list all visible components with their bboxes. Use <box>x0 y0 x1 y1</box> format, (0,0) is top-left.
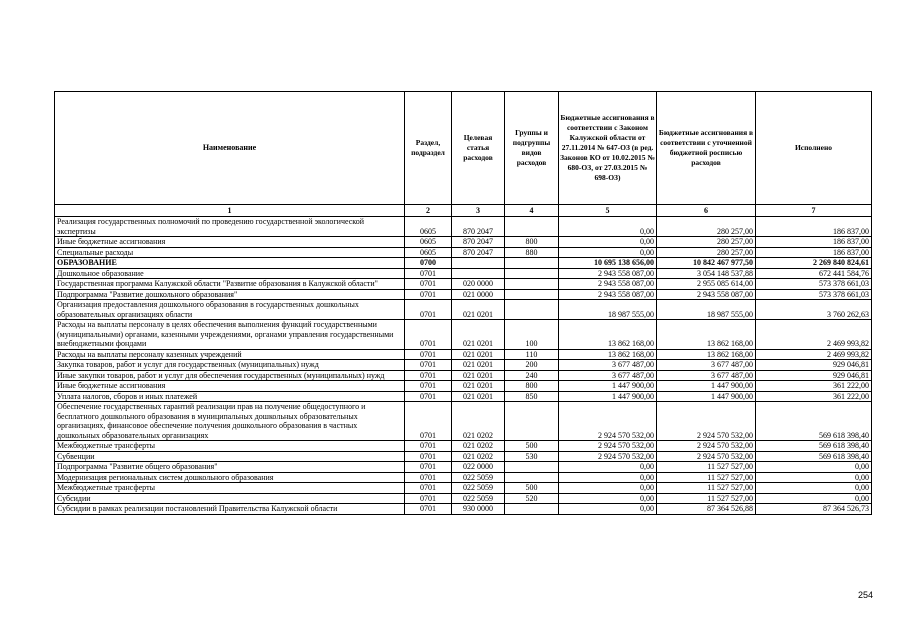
table-row <box>55 451 872 462</box>
cell-target: 870 2047 <box>452 217 505 237</box>
table-row <box>55 320 872 350</box>
cell-law: 3 677 487,00 <box>559 370 657 381</box>
cell-executed: 573 378 661,03 <box>756 289 872 300</box>
cell-name: Закупка товаров, работ и услуг для государственных (муниципальных) нужд <box>55 360 405 371</box>
cell-name: Иные бюджетные ассигнования <box>55 381 405 392</box>
table-row <box>55 462 872 473</box>
cell-law: 10 695 138 656,00 <box>559 258 657 269</box>
table-row <box>55 391 872 402</box>
cell-name: Специальные расходы <box>55 247 405 258</box>
header-executed: Исполнено <box>756 92 872 205</box>
cell-law: 2 943 558 087,00 <box>559 268 657 279</box>
budget-table <box>54 91 872 515</box>
header-name: Наименование <box>55 92 405 205</box>
cell-section: 0701 <box>405 391 452 402</box>
cell-group: 520 <box>505 493 559 504</box>
cell-executed: 186 837,00 <box>756 217 872 237</box>
cell-target: 021 0201 <box>452 320 505 350</box>
cell-target <box>452 258 505 269</box>
cell-target: 021 0202 <box>452 402 505 441</box>
cell-executed: 0,00 <box>756 483 872 494</box>
table-row <box>55 268 872 279</box>
cell-target: 021 0201 <box>452 391 505 402</box>
cell-target <box>452 268 505 279</box>
cell-law: 13 862 168,00 <box>559 349 657 360</box>
cell-group <box>505 402 559 441</box>
header-revised: Бюджетные ассигнования в соответствии с уточненной бюджетной росписью расходов <box>657 92 756 205</box>
table-row <box>55 402 872 441</box>
table-row <box>55 217 872 237</box>
cell-section: 0701 <box>405 349 452 360</box>
cell-target: 020 0000 <box>452 279 505 290</box>
cell-executed: 361 222,00 <box>756 391 872 402</box>
cell-law: 13 862 168,00 <box>559 320 657 350</box>
cell-revised: 87 364 526,88 <box>657 504 756 515</box>
cell-group: 880 <box>505 247 559 258</box>
cell-law: 0,00 <box>559 247 657 258</box>
cell-target: 022 5059 <box>452 483 505 494</box>
cell-section: 0701 <box>405 370 452 381</box>
cell-revised: 18 987 555,00 <box>657 300 756 320</box>
cell-name: Расходы на выплаты персоналу в целях обеспечения выполнения функций государственными (муниципальными) органами, казенными учреждениями, органами управления государственными внебюджетными фондами <box>55 320 405 350</box>
column-number: 4 <box>505 205 559 217</box>
cell-revised: 11 527 527,00 <box>657 472 756 483</box>
cell-name: Иные закупки товаров, работ и услуг для обеспечения государственных (муниципальных) нужд <box>55 370 405 381</box>
header-target: Целевая статья расходов <box>452 92 505 205</box>
header-law: Бюджетные ассигнования в соответствии с Законом Калужской области от 27.11.2014 № 647-ОЗ (в ред. Законов КО от 10.02.2015 № 680-ОЗ, от 27.03.2015 № 698-ОЗ) <box>559 92 657 205</box>
cell-section: 0701 <box>405 360 452 371</box>
cell-law: 0,00 <box>559 493 657 504</box>
table-row <box>55 370 872 381</box>
table-row <box>55 504 872 515</box>
cell-revised: 2 924 570 532,00 <box>657 441 756 452</box>
table-row <box>55 289 872 300</box>
cell-revised: 1 447 900,00 <box>657 381 756 392</box>
cell-section: 0701 <box>405 493 452 504</box>
cell-law: 18 987 555,00 <box>559 300 657 320</box>
cell-section: 0701 <box>405 441 452 452</box>
cell-target: 022 5059 <box>452 493 505 504</box>
cell-law: 0,00 <box>559 237 657 248</box>
table-row <box>55 381 872 392</box>
cell-target: 021 0201 <box>452 381 505 392</box>
cell-target: 021 0202 <box>452 441 505 452</box>
column-number: 6 <box>657 205 756 217</box>
cell-law: 1 447 900,00 <box>559 391 657 402</box>
cell-section: 0701 <box>405 320 452 350</box>
cell-revised: 11 527 527,00 <box>657 462 756 473</box>
table-row <box>55 349 872 360</box>
cell-executed: 569 618 398,40 <box>756 441 872 452</box>
cell-name: Дошкольное образование <box>55 268 405 279</box>
cell-name: Межбюджетные трансферты <box>55 441 405 452</box>
cell-group: 800 <box>505 237 559 248</box>
cell-section: 0701 <box>405 279 452 290</box>
cell-executed: 186 837,00 <box>756 247 872 258</box>
cell-group <box>505 217 559 237</box>
cell-section: 0701 <box>405 483 452 494</box>
table-row <box>55 493 872 504</box>
cell-executed: 361 222,00 <box>756 381 872 392</box>
cell-executed: 0,00 <box>756 472 872 483</box>
cell-executed: 3 760 262,63 <box>756 300 872 320</box>
cell-revised: 1 447 900,00 <box>657 391 756 402</box>
cell-group: 240 <box>505 370 559 381</box>
cell-revised: 2 955 085 614,00 <box>657 279 756 290</box>
cell-name: Модернизация региональных систем дошкольного образования <box>55 472 405 483</box>
cell-executed: 569 618 398,40 <box>756 402 872 441</box>
cell-section: 0701 <box>405 381 452 392</box>
cell-group <box>505 279 559 290</box>
cell-law: 2 943 558 087,00 <box>559 289 657 300</box>
cell-group: 500 <box>505 441 559 452</box>
column-number: 1 <box>55 205 405 217</box>
cell-section: 0605 <box>405 237 452 248</box>
cell-section: 0701 <box>405 451 452 462</box>
cell-group: 110 <box>505 349 559 360</box>
cell-name: Подпрограмма "Развитие дошкольного образования" <box>55 289 405 300</box>
column-number: 2 <box>405 205 452 217</box>
cell-law: 0,00 <box>559 472 657 483</box>
cell-target: 870 2047 <box>452 237 505 248</box>
cell-name: Государственная программа Калужской области "Развитие образования в Калужской области" <box>55 279 405 290</box>
cell-law: 0,00 <box>559 462 657 473</box>
cell-revised: 280 257,00 <box>657 247 756 258</box>
column-number: 3 <box>452 205 505 217</box>
cell-section: 0701 <box>405 462 452 473</box>
table-row <box>55 247 872 258</box>
cell-group: 200 <box>505 360 559 371</box>
cell-revised: 13 862 168,00 <box>657 320 756 350</box>
cell-section: 0700 <box>405 258 452 269</box>
column-number-row <box>55 205 872 217</box>
cell-name: Субвенции <box>55 451 405 462</box>
cell-name: Уплата налогов, сборов и иных платежей <box>55 391 405 402</box>
cell-name: Подпрограмма "Развитие общего образования" <box>55 462 405 473</box>
cell-law: 1 447 900,00 <box>559 381 657 392</box>
table-row <box>55 279 872 290</box>
cell-name: Субсидии в рамках реализации постановлений Правительства Калужской области <box>55 504 405 515</box>
cell-revised: 2 924 570 532,00 <box>657 402 756 441</box>
cell-group: 850 <box>505 391 559 402</box>
cell-executed: 0,00 <box>756 462 872 473</box>
cell-group: 530 <box>505 451 559 462</box>
cell-group: 800 <box>505 381 559 392</box>
cell-name: Организация предоставления дошкольного образования в государственных дошкольных образовательных организациях области <box>55 300 405 320</box>
cell-executed: 186 837,00 <box>756 237 872 248</box>
cell-target: 022 5059 <box>452 472 505 483</box>
cell-section: 0701 <box>405 472 452 483</box>
cell-group <box>505 289 559 300</box>
cell-law: 0,00 <box>559 504 657 515</box>
cell-revised: 10 842 467 977,50 <box>657 258 756 269</box>
cell-target: 930 0000 <box>452 504 505 515</box>
cell-section: 0701 <box>405 504 452 515</box>
cell-group <box>505 472 559 483</box>
column-number: 7 <box>756 205 872 217</box>
cell-revised: 3 677 487,00 <box>657 360 756 371</box>
cell-name: Иные бюджетные ассигнования <box>55 237 405 248</box>
cell-target: 021 0201 <box>452 370 505 381</box>
cell-revised: 11 527 527,00 <box>657 483 756 494</box>
cell-executed: 672 441 584,76 <box>756 268 872 279</box>
cell-group <box>505 504 559 515</box>
cell-section: 0701 <box>405 402 452 441</box>
column-number: 5 <box>559 205 657 217</box>
cell-law: 2 943 558 087,00 <box>559 279 657 290</box>
cell-target: 021 0000 <box>452 289 505 300</box>
cell-section: 0701 <box>405 300 452 320</box>
cell-group: 100 <box>505 320 559 350</box>
cell-law: 2 924 570 532,00 <box>559 402 657 441</box>
cell-section: 0701 <box>405 268 452 279</box>
cell-name: Межбюджетные трансферты <box>55 483 405 494</box>
cell-law: 2 924 570 532,00 <box>559 441 657 452</box>
cell-law: 0,00 <box>559 217 657 237</box>
cell-target: 021 0201 <box>452 360 505 371</box>
table-row <box>55 258 872 269</box>
header-row <box>55 92 872 205</box>
header-section: Раздел, подраздел <box>405 92 452 205</box>
cell-revised: 280 257,00 <box>657 217 756 237</box>
table-row <box>55 360 872 371</box>
cell-revised: 3 677 487,00 <box>657 370 756 381</box>
cell-law: 3 677 487,00 <box>559 360 657 371</box>
cell-revised: 13 862 168,00 <box>657 349 756 360</box>
cell-executed: 2 269 840 824,61 <box>756 258 872 269</box>
table-row <box>55 483 872 494</box>
cell-group <box>505 258 559 269</box>
cell-section: 0605 <box>405 217 452 237</box>
cell-executed: 573 378 661,03 <box>756 279 872 290</box>
cell-name: Субсидии <box>55 493 405 504</box>
cell-target: 021 0201 <box>452 349 505 360</box>
cell-revised: 11 527 527,00 <box>657 493 756 504</box>
cell-executed: 569 618 398,40 <box>756 451 872 462</box>
cell-revised: 2 943 558 087,00 <box>657 289 756 300</box>
table-body <box>55 217 872 515</box>
cell-revised: 2 924 570 532,00 <box>657 451 756 462</box>
cell-executed: 2 469 993,82 <box>756 349 872 360</box>
header-groups: Группы и подгруппы видов расходов <box>505 92 559 205</box>
cell-revised: 280 257,00 <box>657 237 756 248</box>
cell-section: 0605 <box>405 247 452 258</box>
page-number: 254 <box>858 590 874 600</box>
cell-target: 021 0202 <box>452 451 505 462</box>
cell-target: 021 0201 <box>452 300 505 320</box>
cell-group: 500 <box>505 483 559 494</box>
cell-name: Обеспечение государственных гарантий реализации прав на получение общедоступного и бесплатного дошкольного образования в муниципальных дошкольных образовательных организациях, финансовое обеспечение получения дошкольного образования в частных дошкольных образовательных организациях <box>55 402 405 441</box>
cell-law: 0,00 <box>559 483 657 494</box>
cell-section: 0701 <box>405 289 452 300</box>
cell-law: 2 924 570 532,00 <box>559 451 657 462</box>
cell-executed: 929 046,81 <box>756 370 872 381</box>
cell-name: Реализация государственных полномочий по проведению государственной экологической экспертизы <box>55 217 405 237</box>
table-row <box>55 237 872 248</box>
cell-executed: 0,00 <box>756 493 872 504</box>
cell-executed: 87 364 526,73 <box>756 504 872 515</box>
cell-target: 870 2047 <box>452 247 505 258</box>
cell-target: 022 0000 <box>452 462 505 473</box>
table-row <box>55 441 872 452</box>
cell-group <box>505 462 559 473</box>
cell-name: ОБРАЗОВАНИЕ <box>55 258 405 269</box>
table-row <box>55 472 872 483</box>
cell-executed: 929 046,81 <box>756 360 872 371</box>
cell-name: Расходы на выплаты персоналу казенных учреждений <box>55 349 405 360</box>
cell-group <box>505 268 559 279</box>
cell-executed: 2 469 993,82 <box>756 320 872 350</box>
cell-revised: 3 054 148 537,88 <box>657 268 756 279</box>
cell-group <box>505 300 559 320</box>
table-row <box>55 300 872 320</box>
